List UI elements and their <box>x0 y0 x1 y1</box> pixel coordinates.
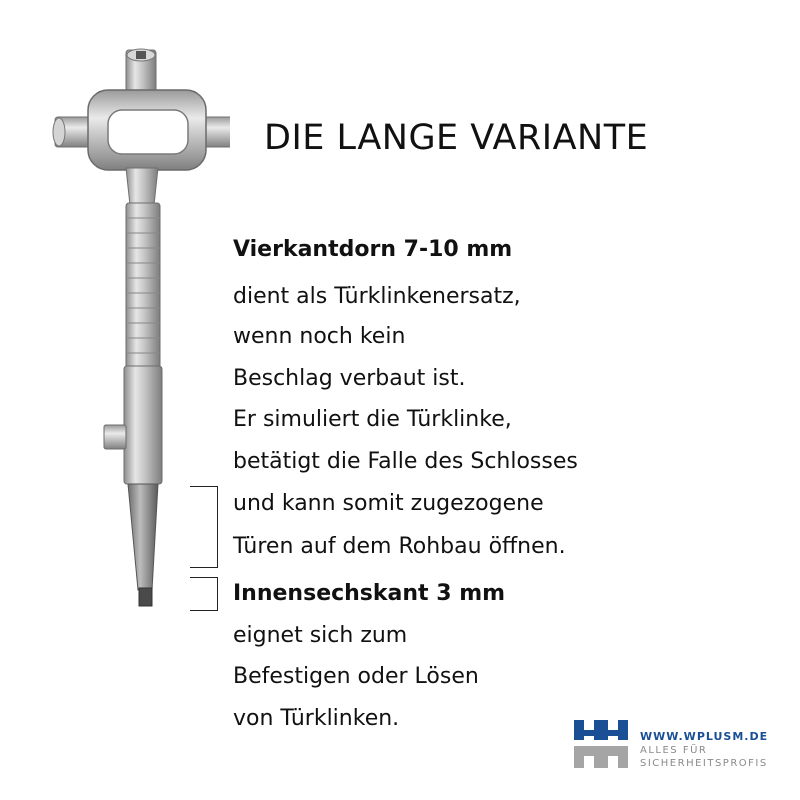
top-square-stub <box>126 49 156 92</box>
square-mandrel-heading: Vierkantdorn 7-10 mm <box>233 237 513 262</box>
hex-key-heading: Innensechskant 3 mm <box>233 581 506 606</box>
square-mandrel-line: betätigt die Falle des Schlosses <box>233 449 578 474</box>
hex-key-line: Befestigen oder Lösen <box>233 664 479 689</box>
key-handle <box>88 90 206 170</box>
square-mandrel-line: und kann somit zugezogene <box>233 491 544 516</box>
logo-upper-mark <box>574 720 628 740</box>
hex-tip-bracket <box>190 577 218 611</box>
graduated-shaft <box>126 203 160 368</box>
hex-key-line: von Türklinken. <box>233 706 400 731</box>
square-mandrel-line: Türen auf dem Rohbau öffnen. <box>233 534 566 559</box>
logo-lower-mark <box>574 746 628 768</box>
side-tab <box>104 425 126 449</box>
square-mandrel-line: Er simuliert die Türklinke, <box>233 407 512 432</box>
lower-sleeve <box>124 366 162 484</box>
square-mandrel-line: dient als Türklinkenersatz, <box>233 284 521 309</box>
key-neck <box>126 168 158 205</box>
logo-tagline: SICHERHEITSPROFIS <box>640 758 768 769</box>
page-title: DIE LANGE VARIANTE <box>264 118 649 158</box>
square-mandrel-bracket <box>190 486 218 568</box>
logo-tagline: ALLES FÜR <box>640 745 708 756</box>
hex-tip <box>139 588 152 606</box>
logo-url: WWW.WPLUSM.DE <box>640 730 769 743</box>
square-mandrel-line: wenn noch kein <box>233 324 406 349</box>
square-mandrel <box>128 484 158 590</box>
square-mandrel-line: Beschlag verbaut ist. <box>233 366 466 391</box>
wplusm-logo <box>572 718 630 770</box>
hex-key-line: eignet sich zum <box>233 623 408 648</box>
